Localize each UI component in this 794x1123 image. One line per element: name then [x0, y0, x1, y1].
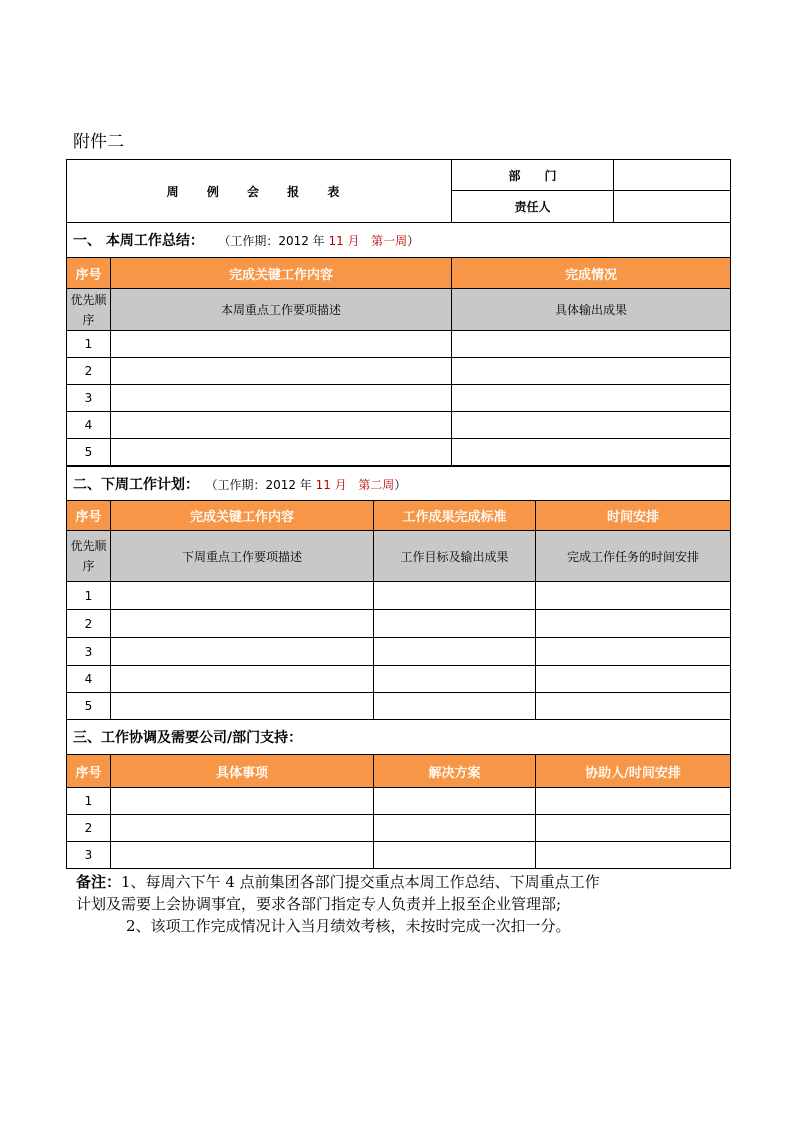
s3-cell[interactable] [374, 788, 536, 815]
s2-cell[interactable] [536, 693, 731, 720]
s1-sub-output: 具体输出成果 [452, 289, 731, 331]
s2-row-index: 4 [67, 666, 111, 693]
s2-cell[interactable] [374, 638, 536, 666]
s3-col-item: 具体事项 [111, 755, 374, 788]
report-title: 周 例 会 报 表 [67, 160, 452, 223]
s2-col-content: 完成关键工作内容 [111, 501, 374, 531]
note-line-1: 备注：1、每周六下午 4 点前集团各部门提交重点本周工作总结、下周重点工作 [76, 873, 600, 891]
s2-cell[interactable] [374, 582, 536, 610]
s1-row-index: 4 [67, 412, 111, 439]
section2-month: 11 月 [315, 477, 347, 492]
attachment-label: 附件二 [73, 132, 124, 152]
dept-label: 部 门 [452, 160, 614, 191]
section1-table [66, 257, 731, 466]
s1-cell[interactable] [111, 331, 452, 358]
s2-row-index: 3 [67, 638, 111, 666]
s2-cell[interactable] [111, 666, 374, 693]
s2-row-index: 5 [67, 693, 111, 720]
note-line-2: 计划及需要上会协调事宜，要求各部门指定专人负责并上报至企业管理部; [76, 895, 562, 913]
s2-cell[interactable] [111, 582, 374, 610]
s2-col-standard: 工作成果完成标准 [374, 501, 536, 531]
s1-col-index: 序号 [67, 258, 111, 289]
s3-cell[interactable] [111, 788, 374, 815]
section1-week: 第一周 [371, 234, 408, 248]
s3-cell[interactable] [536, 842, 731, 869]
note-label: 备注： [76, 873, 122, 891]
section1-title: 一、 本周工作总结： [73, 233, 204, 249]
s1-col-status: 完成情况 [452, 258, 731, 289]
s2-row-index: 1 [67, 582, 111, 610]
s2-priority-label: 优先顺序 [67, 531, 111, 582]
footnote [76, 871, 726, 937]
s2-sub-description: 下周重点工作要项描述 [111, 531, 374, 582]
s1-row-index: 3 [67, 385, 111, 412]
s3-cell[interactable] [536, 815, 731, 842]
s2-cell[interactable] [111, 610, 374, 638]
s2-cell[interactable] [536, 638, 731, 666]
note-line-3: 2、该项工作完成情况计入当月绩效考核，未按时完成一次扣一分。 [126, 917, 571, 935]
s1-row-index: 5 [67, 439, 111, 466]
s3-cell[interactable] [374, 815, 536, 842]
s3-cell[interactable] [111, 842, 374, 869]
s1-cell[interactable] [111, 412, 452, 439]
s2-sub-output: 工作目标及输出成果 [374, 531, 536, 582]
s3-cell[interactable] [374, 842, 536, 869]
s1-cell[interactable] [452, 331, 731, 358]
s3-row-index: 3 [67, 842, 111, 869]
owner-label: 责任人 [452, 191, 614, 223]
section1-month: 11 月 [328, 234, 360, 248]
section1-heading [67, 223, 731, 258]
s2-cell[interactable] [374, 666, 536, 693]
s2-cell[interactable] [536, 666, 731, 693]
section3-title: 三、工作协调及需要公司/部门支持： [73, 730, 303, 746]
s2-cell[interactable] [111, 638, 374, 666]
s2-cell[interactable] [374, 693, 536, 720]
s2-cell[interactable] [111, 693, 374, 720]
s1-col-content: 完成关键工作内容 [111, 258, 452, 289]
section2-title: 二、下周工作计划： [73, 476, 199, 493]
s1-cell[interactable] [111, 385, 452, 412]
section1-period: （工作期：2012 年 11 月 第一周） [218, 234, 420, 248]
s2-cell[interactable] [536, 582, 731, 610]
s1-row-index: 1 [67, 331, 111, 358]
s3-row-index: 2 [67, 815, 111, 842]
s2-col-schedule: 时间安排 [536, 501, 731, 531]
s2-sub-schedule: 完成工作任务的时间安排 [536, 531, 731, 582]
s1-cell[interactable] [111, 358, 452, 385]
s3-col-solution: 解决方案 [374, 755, 536, 788]
s2-cell[interactable] [536, 610, 731, 638]
s2-col-index: 序号 [67, 501, 111, 531]
section2-period: （工作期：2012 年 11 月 第二周） [205, 477, 407, 492]
s1-cell[interactable] [452, 412, 731, 439]
s2-row-index: 2 [67, 610, 111, 638]
section2-week: 第二周 [358, 477, 395, 492]
s3-row-index: 1 [67, 788, 111, 815]
s3-col-assistant: 协助人/时间安排 [536, 755, 731, 788]
s1-row-index: 2 [67, 358, 111, 385]
s3-col-index: 序号 [67, 755, 111, 788]
s3-cell[interactable] [536, 788, 731, 815]
s1-cell[interactable] [452, 385, 731, 412]
section2-table [66, 466, 731, 869]
s1-priority-label: 优先顺序 [67, 289, 111, 331]
section3-heading [67, 720, 731, 755]
s2-cell[interactable] [374, 610, 536, 638]
s1-cell[interactable] [452, 439, 731, 466]
s1-sub-description: 本周重点工作要项描述 [111, 289, 452, 331]
weekly-report-table [66, 159, 731, 258]
dept-value[interactable] [614, 160, 731, 191]
s1-cell[interactable] [111, 439, 452, 466]
section2-heading [67, 467, 731, 501]
owner-value[interactable] [614, 191, 731, 223]
s1-cell[interactable] [452, 358, 731, 385]
s3-cell[interactable] [111, 815, 374, 842]
